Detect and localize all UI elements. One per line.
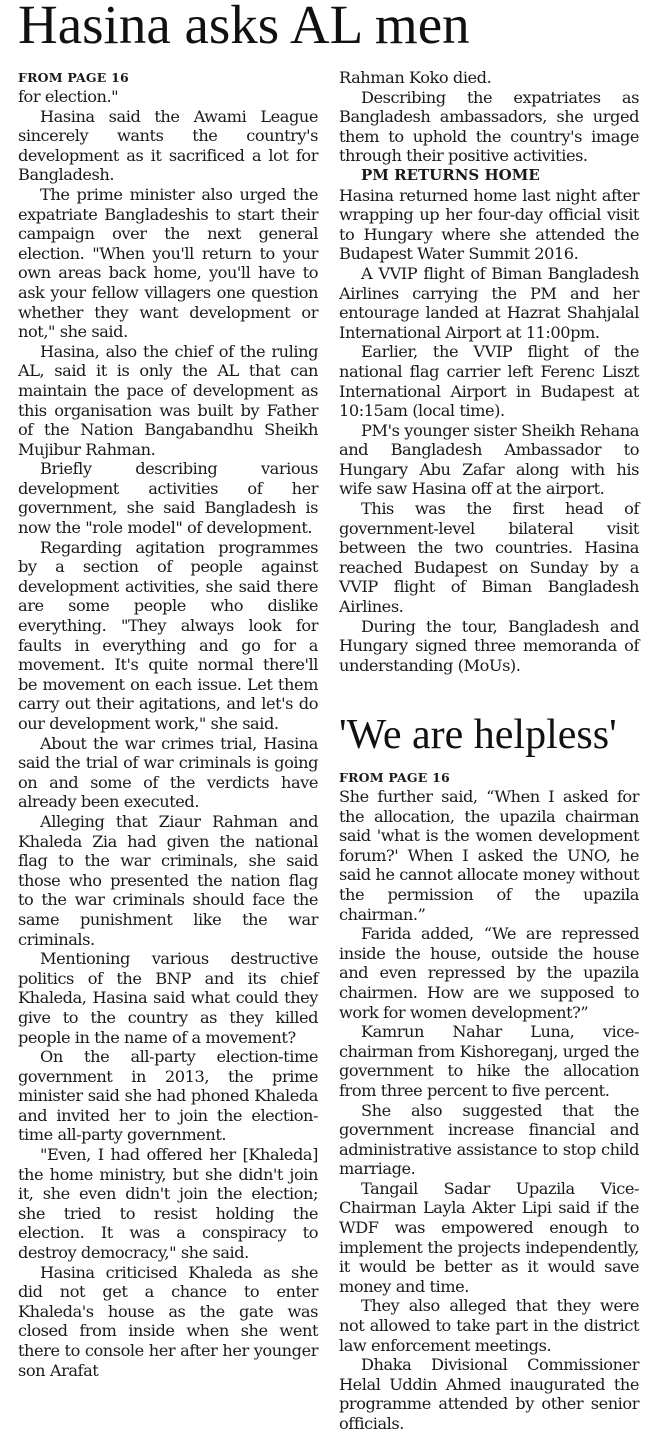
paragraph: They also alleged that they were not allowed to take part in the district law enforcement meetings. [339, 1296, 639, 1355]
paragraph: Tangail Sadar Upazila Vice-Chairman Layla Akter Lipi said if the WDF was empowered enough to implement the projects independently, it would be better as it would save money and time. [339, 1178, 639, 1296]
paragraph: Farida added, “We are repressed inside the house, outside the house and even repressed by the upazila chairmen. How are we supposed to work for women development?” [339, 924, 639, 1022]
paragraph: During the tour, Bangladesh and Hungary signed three memoranda of understanding (MoUs). [339, 616, 639, 675]
paragraph: The prime minister also urged the expatriate Bangladeshis to start their campaign over the next general election. "When you'll return to your own areas back home, you'll have to ask your fellow villagers one question whether they want development or not," she said. [18, 184, 318, 342]
paragraph: Alleging that Ziaur Rahman and Khaleda Zia had given the national flag to the war criminals, she said those who presented the nation flag to the war criminals should face the same punishment like the war criminals. [18, 811, 318, 949]
story2-column [339, 768, 639, 1434]
story1-kicker: FROM PAGE 16 [18, 70, 129, 85]
paragraph: Regarding agitation programmes by a section of people against development activities, she said there are some people who dislike everything. "They always look for faults in everything and go for a movement. It's quite normal there'll be movement on each issue. Let them carry out their agitations, and let's do our development work," she said. [18, 537, 318, 733]
paragraph: Hasina criticised Khaleda as she did not get a chance to enter Khaleda's house as the gate was closed from inside when she went there to console her after her younger son Arafat [18, 1262, 318, 1380]
paragraph: She further said, “When I asked for the allocation, the upazila chairman said 'what is the women development forum?' When I asked the UNO, he said he cannot allocate money without the permission of the upazila chairman.” [339, 787, 639, 924]
subhead-pm-returns-home: PM RETURNS HOME [361, 165, 540, 184]
paragraph: On the all-party election-time government in 2013, the prime minister said she had phoned Khaleda and invited her to join the election-time all-party government. [18, 1047, 318, 1145]
story1-headline: Hasina asks AL men [18, 0, 470, 55]
paragraph: Kamrun Nahar Luna, vice-chairman from Kishoreganj, urged the government to hike the allocation from three percent to five percent. [339, 1022, 639, 1100]
paragraph: Dhaka Divisional Commissioner Helal Uddin Ahmed inaugurated the programme attended by other senior officials. [339, 1355, 639, 1433]
story2-headline: 'We are helpless' [339, 712, 617, 758]
paragraph: "Even, I had offered her [Khaleda] the home ministry, but she didn't join it, she even didn't join the election; she tried to resist holding the election. It was a conspiracy to destroy democracy," she said. [18, 1145, 318, 1263]
paragraph: Earlier, the VVIP flight of the national flag carrier left Ferenc Liszt International Airport in Budapest at 10:15am (local time). [339, 342, 639, 421]
story2-kicker: FROM PAGE 16 [339, 770, 450, 785]
paragraph: About the war crimes trial, Hasina said the trial of war criminals is going on and some of the verdicts have already been executed. [18, 733, 318, 812]
paragraph: Describing the expatriates as Bangladesh ambassadors, she urged them to uphold the country's image through their positive activities. [339, 87, 639, 166]
paragraph: She also suggested that the government increase financial and administrative assistance to stop child marriage. [339, 1100, 639, 1179]
paragraph: This was the first head of government-level bilateral visit between the two countries. Hasina reached Budapest on Sunday by a VVIP flight of Biman Bangladesh Airlines. [339, 499, 639, 617]
paragraph: Mentioning various destructive politics of the BNP and its chief Khaleda, Hasina said what could they give to the country as they killed people in the name of a movement? [18, 949, 318, 1047]
paragraph: PM's younger sister Sheikh Rehana and Bangladesh Ambassador to Hungary Abu Zafar along with his wife saw Hasina off at the airport. [339, 420, 639, 499]
paragraph: Hasina said the Awami League sincerely wants the country's development as it sacrificed a lot for Bangladesh. [18, 106, 318, 185]
paragraph: Rahman Koko died. [339, 68, 492, 87]
paragraph: Briefly describing various development activities of her government, she said Bangladesh is now the "role model" of development. [18, 459, 318, 538]
paragraph: Hasina returned home last night after wrapping up her four-day official visit to Hungary where she attended the Budapest Water Summit 2016. [339, 185, 639, 264]
story1-column-1 [18, 68, 318, 1380]
paragraph: for election." [18, 87, 119, 106]
paragraph: A VVIP flight of Biman Bangladesh Airlines carrying the PM and her entourage landed at Hazrat Shahjalal International Airport at 11:00pm. [339, 263, 639, 342]
paragraph: Hasina, also the chief of the ruling AL, said it is only the AL that can maintain the pace of development as this organisation was built by Father of the Nation Bangabandhu Sheikh Mujibur Rahman. [18, 341, 318, 459]
story1-column-2 [339, 68, 639, 675]
